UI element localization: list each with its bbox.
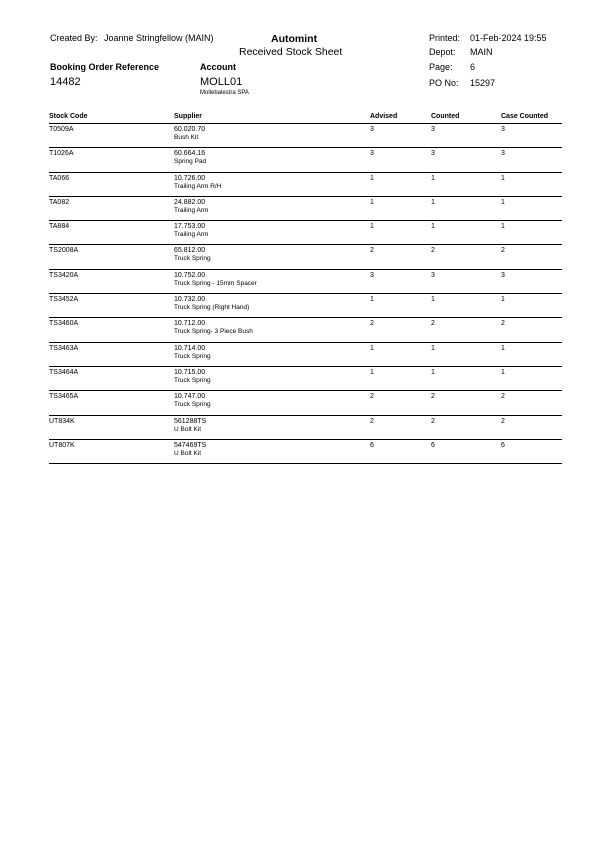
table-row <box>49 318 562 342</box>
counted-cell: 3 <box>431 269 501 293</box>
table-row <box>49 366 562 390</box>
supplier-code: 60.664.16 <box>174 150 206 158</box>
item-description: Spring Pad <box>174 158 207 166</box>
case-counted-cell: 1 <box>501 366 562 390</box>
stock-code-cell: TS3420A <box>49 269 174 293</box>
supplier-code: 17.753.00 <box>174 223 206 231</box>
supplier-cell <box>174 439 370 463</box>
supplier-cell <box>174 245 370 269</box>
col-advised: Advised <box>370 113 398 120</box>
case-counted-cell: 2 <box>501 318 562 342</box>
supplier-cell <box>174 318 370 342</box>
advised-cell: 1 <box>370 172 431 196</box>
item-description: Trailing Arm R/H <box>174 182 222 190</box>
stock-code-cell: TS3452A <box>49 294 174 318</box>
account-label: Account <box>200 62 236 72</box>
supplier-code: 60.020.70 <box>174 126 206 133</box>
case-counted-cell: 2 <box>501 245 562 269</box>
company-name: Automint <box>271 33 318 45</box>
created-by-label: Created By: <box>50 33 98 43</box>
advised-cell: 2 <box>370 415 431 439</box>
col-case-counted: Case Counted <box>501 113 549 120</box>
supplier-cell <box>174 148 370 172</box>
supplier-cell <box>174 366 370 390</box>
supplier-cell <box>174 196 370 220</box>
created-by-value: Joanne Stringfellow (MAIN) <box>104 33 214 43</box>
stock-code-cell: TA066 <box>49 172 174 196</box>
page-value: 6 <box>470 62 476 72</box>
advised-cell: 2 <box>370 391 431 415</box>
case-counted-cell: 6 <box>501 439 562 463</box>
stock-code-cell: TA082 <box>49 196 174 220</box>
item-description: Truck Spring <box>174 255 211 263</box>
supplier-code: 10.715.00 <box>174 368 206 376</box>
supplier-cell <box>174 342 370 366</box>
stock-code-cell: UT834K <box>49 415 174 439</box>
supplier-code: 10.752.00 <box>174 271 206 279</box>
item-description: Truck Spring- 3 Piece Bush <box>174 328 253 336</box>
supplier-code: 10.732.00 <box>174 296 206 304</box>
item-description: Trailing Arm <box>174 231 209 239</box>
item-description: Truck Spring <box>174 401 211 409</box>
booking-value: 14482 <box>50 76 81 88</box>
table-row <box>49 221 562 245</box>
supplier-code: 10.714.00 <box>174 344 206 352</box>
supplier-cell <box>174 415 370 439</box>
counted-cell: 2 <box>431 245 501 269</box>
counted-cell: 1 <box>431 366 501 390</box>
case-counted-cell: 3 <box>501 124 562 148</box>
col-supplier: Supplier <box>174 113 203 120</box>
stock-code-cell: TA884 <box>49 221 174 245</box>
po-value: 15297 <box>470 78 496 88</box>
supplier-code: 561288TS <box>174 417 207 425</box>
item-description: Truck Spring <box>174 352 211 360</box>
printed-label: Printed: <box>429 33 461 43</box>
stock-code-cell: TS3464A <box>49 366 174 390</box>
table-row <box>49 245 562 269</box>
advised-cell: 6 <box>370 439 431 463</box>
case-counted-cell: 2 <box>501 415 562 439</box>
page-label: Page: <box>429 62 453 72</box>
po-label: PO No: <box>429 78 459 88</box>
sheet-title: Received Stock Sheet <box>239 46 343 58</box>
counted-cell: 2 <box>431 391 501 415</box>
col-stock-code: Stock Code <box>49 113 88 120</box>
counted-cell: 2 <box>431 318 501 342</box>
table-row <box>49 148 562 172</box>
advised-cell: 1 <box>370 366 431 390</box>
case-counted-cell: 1 <box>501 342 562 366</box>
case-counted-cell: 3 <box>501 269 562 293</box>
supplier-code: 547469TS <box>174 441 207 449</box>
table-row <box>49 439 562 463</box>
counted-cell: 1 <box>431 294 501 318</box>
col-counted: Counted <box>431 113 460 120</box>
advised-cell: 1 <box>370 342 431 366</box>
table-row <box>49 415 562 439</box>
case-counted-cell: 1 <box>501 294 562 318</box>
stock-code-cell: UT807K <box>49 439 174 463</box>
stock-code-cell: TS3463A <box>49 342 174 366</box>
supplier-code: 10.726.00 <box>174 174 206 182</box>
account-value: MOLL01 <box>200 76 243 88</box>
case-counted-cell: 2 <box>501 391 562 415</box>
supplier-code: 10.712.00 <box>174 320 206 328</box>
advised-cell: 2 <box>370 245 431 269</box>
counted-cell: 2 <box>431 415 501 439</box>
table-row <box>49 172 562 196</box>
table-row <box>49 294 562 318</box>
advised-cell: 1 <box>370 221 431 245</box>
counted-cell: 1 <box>431 172 501 196</box>
stock-code-cell: T1026A <box>49 148 174 172</box>
depot-label: Depot: <box>429 47 456 57</box>
stock-code-cell: TS3460A <box>49 318 174 342</box>
case-counted-cell: 3 <box>501 148 562 172</box>
account-name: Mollebalestra SPA <box>200 90 249 96</box>
item-description: Truck Spring - 15mm Spacer <box>174 279 257 287</box>
stock-table <box>49 113 562 464</box>
item-description: U Bolt Kit <box>174 449 202 457</box>
supplier-cell <box>174 391 370 415</box>
item-description: Bush Kit <box>174 134 199 141</box>
case-counted-cell: 1 <box>501 221 562 245</box>
supplier-cell <box>174 172 370 196</box>
counted-cell: 6 <box>431 439 501 463</box>
counted-cell: 1 <box>431 221 501 245</box>
table-row <box>49 342 562 366</box>
stock-code-cell: TS3465A <box>49 391 174 415</box>
supplier-code: 65.812.00 <box>174 247 206 255</box>
table-row <box>49 269 562 293</box>
case-counted-cell: 1 <box>501 172 562 196</box>
stock-code-cell: TS2008A <box>49 245 174 269</box>
advised-cell: 1 <box>370 294 431 318</box>
table-row <box>49 391 562 415</box>
advised-cell: 2 <box>370 318 431 342</box>
supplier-code: 24.882.00 <box>174 198 206 206</box>
case-counted-cell: 1 <box>501 196 562 220</box>
table-row <box>49 196 562 220</box>
counted-cell: 3 <box>431 124 501 148</box>
counted-cell: 3 <box>431 148 501 172</box>
supplier-code: 10.747.00 <box>174 393 206 401</box>
stock-code-cell: T0509A <box>49 124 174 148</box>
table-row <box>49 124 562 148</box>
depot-value: MAIN <box>470 47 493 57</box>
supplier-cell <box>174 269 370 293</box>
item-description: Trailing Arm <box>174 206 209 214</box>
supplier-cell <box>174 221 370 245</box>
supplier-cell <box>174 294 370 318</box>
counted-cell: 1 <box>431 196 501 220</box>
advised-cell: 3 <box>370 269 431 293</box>
counted-cell: 1 <box>431 342 501 366</box>
printed-value: 01-Feb-2024 19:55 <box>470 33 547 43</box>
item-description: U Bolt Kit <box>174 425 202 433</box>
advised-cell: 3 <box>370 148 431 172</box>
item-description: Truck Spring <box>174 376 211 384</box>
advised-cell: 3 <box>370 124 431 148</box>
advised-cell: 1 <box>370 196 431 220</box>
item-description: Truck Spring (Right Hand) <box>174 304 250 312</box>
supplier-cell <box>174 124 370 148</box>
table-header-row <box>49 113 562 124</box>
booking-label: Booking Order Reference <box>50 62 160 72</box>
